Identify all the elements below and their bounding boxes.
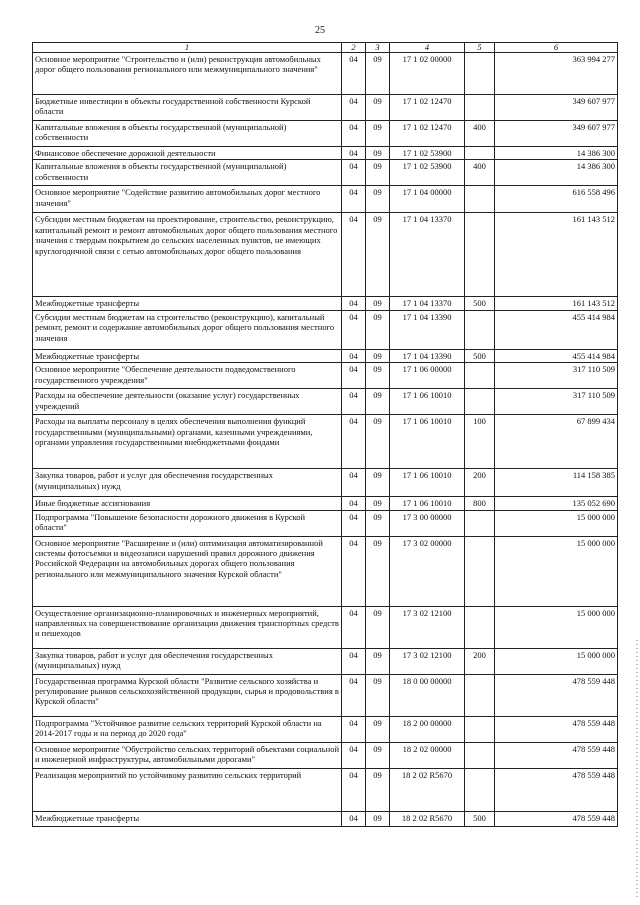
row-expense-type-cell xyxy=(465,186,495,213)
row-subsection-cell: 09 xyxy=(366,53,390,95)
row-expense-type-cell: 500 xyxy=(465,811,495,826)
row-subsection-cell: 09 xyxy=(366,121,390,147)
row-subsection-cell: 09 xyxy=(366,648,390,674)
row-name-cell: Подпрограмма "Устойчивое развитие сельских территорий Курской области на 2014-2017 годы и на период до 2020 года" xyxy=(33,716,342,742)
table-row xyxy=(33,674,618,716)
column-number-row xyxy=(33,43,618,53)
row-subsection-cell: 09 xyxy=(366,147,390,160)
row-target-article-cell: 17 1 04 13390 xyxy=(390,310,465,349)
row-subsection-cell: 09 xyxy=(366,536,390,606)
table-body xyxy=(33,53,618,827)
row-amount-cell: 317 110 509 xyxy=(495,363,618,389)
row-name-cell: Основное мероприятие "Обеспечение деятельности подведомственного государственного учреждения" xyxy=(33,363,342,389)
row-expense-type-cell xyxy=(465,363,495,389)
row-amount-cell: 478 559 448 xyxy=(495,811,618,826)
column-header-target-article: 4 xyxy=(390,43,465,53)
row-subsection-cell: 09 xyxy=(366,213,390,297)
row-expense-type-cell xyxy=(465,213,495,297)
row-name-cell: Подпрограмма "Повышение безопасности дорожного движения в Курской области" xyxy=(33,510,342,536)
row-target-article-cell: 17 1 02 53900 xyxy=(390,160,465,186)
row-expense-type-cell xyxy=(465,768,495,811)
row-subsection-cell: 09 xyxy=(366,716,390,742)
row-expense-type-cell: 500 xyxy=(465,349,495,362)
table-row xyxy=(33,510,618,536)
table-row xyxy=(33,742,618,768)
row-section-cell: 04 xyxy=(342,742,366,768)
row-subsection-cell: 09 xyxy=(366,768,390,811)
row-name-cell: Закупка товаров, работ и услуг для обеспечения государственных (муниципальных) нужд xyxy=(33,648,342,674)
row-section-cell: 04 xyxy=(342,606,366,648)
row-section-cell: 04 xyxy=(342,415,366,469)
row-expense-type-cell xyxy=(465,147,495,160)
row-target-article-cell: 17 1 06 00000 xyxy=(390,363,465,389)
row-target-article-cell: 17 1 06 10010 xyxy=(390,497,465,510)
table-row xyxy=(33,121,618,147)
row-name-cell: Межбюджетные трансферты xyxy=(33,349,342,362)
row-amount-cell: 114 158 385 xyxy=(495,469,618,497)
row-section-cell: 04 xyxy=(342,160,366,186)
row-name-cell: Расходы на выплаты персоналу в целях обеспечения выполнения функций государственными (муниципальными) органами, казенными учреждениями, органами управления государственными внебюджетными фондами xyxy=(33,415,342,469)
row-section-cell: 04 xyxy=(342,121,366,147)
table-row xyxy=(33,497,618,510)
row-expense-type-cell xyxy=(465,716,495,742)
page-number: 25 xyxy=(315,25,325,36)
row-section-cell: 04 xyxy=(342,213,366,297)
row-subsection-cell: 09 xyxy=(366,415,390,469)
row-target-article-cell: 17 1 02 12470 xyxy=(390,121,465,147)
row-section-cell: 04 xyxy=(342,297,366,310)
column-header-expense-type: 5 xyxy=(465,43,495,53)
table-row xyxy=(33,606,618,648)
row-amount-cell: 15 000 000 xyxy=(495,606,618,648)
row-subsection-cell: 09 xyxy=(366,363,390,389)
row-expense-type-cell: 400 xyxy=(465,121,495,147)
row-name-cell: Реализация мероприятий по устойчивому развитию сельских территорий xyxy=(33,768,342,811)
row-name-cell: Основное мероприятие "Обустройство сельских территорий объектами социальной и инженерной инфраструктуры, автомобильными дорогами" xyxy=(33,742,342,768)
column-header-section: 2 xyxy=(342,43,366,53)
row-target-article-cell: 17 1 06 10010 xyxy=(390,415,465,469)
row-amount-cell: 616 558 496 xyxy=(495,186,618,213)
column-header-name: 1 xyxy=(33,43,342,53)
table-row xyxy=(33,415,618,469)
table-row xyxy=(33,349,618,362)
row-amount-cell: 349 607 977 xyxy=(495,121,618,147)
row-name-cell: Иные бюджетные ассигнования xyxy=(33,497,342,510)
table-row xyxy=(33,147,618,160)
row-target-article-cell: 17 3 02 12100 xyxy=(390,648,465,674)
table-row xyxy=(33,53,618,95)
table-row xyxy=(33,536,618,606)
row-name-cell: Межбюджетные трансферты xyxy=(33,811,342,826)
row-subsection-cell: 09 xyxy=(366,389,390,415)
row-amount-cell: 15 000 000 xyxy=(495,648,618,674)
scan-margin-artifact xyxy=(636,640,638,900)
table-row xyxy=(33,213,618,297)
row-section-cell: 04 xyxy=(342,363,366,389)
row-subsection-cell: 09 xyxy=(366,95,390,121)
table-row xyxy=(33,186,618,213)
row-name-cell: Расходы на обеспечение деятельности (оказание услуг) государственных учреждений xyxy=(33,389,342,415)
row-name-cell: Основное мероприятие "Содействие развитию автомобильных дорог местного значения" xyxy=(33,186,342,213)
row-expense-type-cell xyxy=(465,310,495,349)
table-row xyxy=(33,297,618,310)
row-expense-type-cell: 500 xyxy=(465,297,495,310)
row-section-cell: 04 xyxy=(342,648,366,674)
row-amount-cell: 349 607 977 xyxy=(495,95,618,121)
row-subsection-cell: 09 xyxy=(366,742,390,768)
row-name-cell: Закупка товаров, работ и услуг для обеспечения государственных (муниципальных) нужд xyxy=(33,469,342,497)
row-expense-type-cell xyxy=(465,742,495,768)
row-target-article-cell: 18 2 02 R5670 xyxy=(390,811,465,826)
row-amount-cell: 15 000 000 xyxy=(495,510,618,536)
row-name-cell: Основное мероприятие "Расширение и (или) оптимизация автоматизированной системы фотосъемки и видеозаписи нарушений правил дорожного движения Российской Федерации на автомобильных дорогах общего пользования регионального или межмуниципального значения Курской области" xyxy=(33,536,342,606)
row-subsection-cell: 09 xyxy=(366,349,390,362)
row-expense-type-cell: 400 xyxy=(465,160,495,186)
row-name-cell: Бюджетные инвестиции в объекты государственной собственности Курской области xyxy=(33,95,342,121)
table-row xyxy=(33,716,618,742)
row-amount-cell: 478 559 448 xyxy=(495,768,618,811)
row-name-cell: Капитальные вложения в объекты государственной (муниципальной) собственности xyxy=(33,121,342,147)
row-subsection-cell: 09 xyxy=(366,160,390,186)
row-target-article-cell: 18 2 02 00000 xyxy=(390,742,465,768)
row-name-cell: Субсидии местным бюджетам на строительство (реконструкцию), капитальный ремонт, ремонт и содержание автомобильных дорог общего пользования местного значения xyxy=(33,310,342,349)
row-amount-cell: 363 994 277 xyxy=(495,53,618,95)
row-amount-cell: 161 143 512 xyxy=(495,297,618,310)
row-name-cell: Государственная программа Курской области "Развитие сельского хозяйства и регулирование рынков сельскохозяйственной продукции, сырья и продовольствия в Курской области" xyxy=(33,674,342,716)
row-subsection-cell: 09 xyxy=(366,510,390,536)
row-section-cell: 04 xyxy=(342,349,366,362)
row-target-article-cell: 17 3 02 00000 xyxy=(390,536,465,606)
row-target-article-cell: 18 0 00 00000 xyxy=(390,674,465,716)
row-target-article-cell: 17 1 02 00000 xyxy=(390,53,465,95)
row-expense-type-cell xyxy=(465,536,495,606)
row-expense-type-cell xyxy=(465,389,495,415)
row-section-cell: 04 xyxy=(342,95,366,121)
row-amount-cell: 478 559 448 xyxy=(495,716,618,742)
row-amount-cell: 135 052 690 xyxy=(495,497,618,510)
table-row xyxy=(33,310,618,349)
budget-table xyxy=(32,42,618,827)
row-subsection-cell: 09 xyxy=(366,469,390,497)
row-section-cell: 04 xyxy=(342,768,366,811)
row-expense-type-cell xyxy=(465,606,495,648)
row-section-cell: 04 xyxy=(342,186,366,213)
row-subsection-cell: 09 xyxy=(366,497,390,510)
table-row xyxy=(33,469,618,497)
table-row xyxy=(33,768,618,811)
row-section-cell: 04 xyxy=(342,497,366,510)
row-amount-cell: 478 559 448 xyxy=(495,674,618,716)
row-target-article-cell: 17 1 02 12470 xyxy=(390,95,465,121)
row-target-article-cell: 17 1 04 13370 xyxy=(390,297,465,310)
row-target-article-cell: 18 2 00 00000 xyxy=(390,716,465,742)
row-target-article-cell: 17 1 04 13370 xyxy=(390,213,465,297)
row-subsection-cell: 09 xyxy=(366,310,390,349)
row-name-cell: Межбюджетные трансферты xyxy=(33,297,342,310)
row-subsection-cell: 09 xyxy=(366,186,390,213)
row-target-article-cell: 17 3 02 12100 xyxy=(390,606,465,648)
row-amount-cell: 67 899 434 xyxy=(495,415,618,469)
row-expense-type-cell: 200 xyxy=(465,648,495,674)
row-name-cell: Субсидии местным бюджетам на проектирование, строительство, реконструкцию, капитальный ремонт и ремонт автомобильных дорог общего пользования местного значения с твердым покрытием до сельских населенных пунктов, не имеющих круглогодичной связи с сетью автомобильных дорог общего пользования xyxy=(33,213,342,297)
row-expense-type-cell xyxy=(465,53,495,95)
row-expense-type-cell xyxy=(465,674,495,716)
row-subsection-cell: 09 xyxy=(366,811,390,826)
row-amount-cell: 455 414 984 xyxy=(495,349,618,362)
row-target-article-cell: 17 1 02 53900 xyxy=(390,147,465,160)
row-section-cell: 04 xyxy=(342,53,366,95)
table-row xyxy=(33,389,618,415)
row-section-cell: 04 xyxy=(342,674,366,716)
table-row xyxy=(33,811,618,826)
row-amount-cell: 478 559 448 xyxy=(495,742,618,768)
row-section-cell: 04 xyxy=(342,469,366,497)
row-target-article-cell: 17 1 04 00000 xyxy=(390,186,465,213)
row-subsection-cell: 09 xyxy=(366,606,390,648)
row-expense-type-cell: 200 xyxy=(465,469,495,497)
row-section-cell: 04 xyxy=(342,147,366,160)
row-section-cell: 04 xyxy=(342,716,366,742)
row-expense-type-cell: 100 xyxy=(465,415,495,469)
column-header-amount: 6 xyxy=(495,43,618,53)
row-amount-cell: 14 386 300 xyxy=(495,147,618,160)
row-target-article-cell: 17 1 04 13390 xyxy=(390,349,465,362)
row-name-cell: Осуществление организационно-планировочных и инженерных мероприятий, направленных на совершенствование организации движения транспортных средств и пешеходов xyxy=(33,606,342,648)
row-subsection-cell: 09 xyxy=(366,297,390,310)
row-target-article-cell: 18 2 02 R5670 xyxy=(390,768,465,811)
column-header-subsection: 3 xyxy=(366,43,390,53)
row-name-cell: Капитальные вложения в объекты государственной (муниципальной) собственности xyxy=(33,160,342,186)
table-row xyxy=(33,160,618,186)
row-section-cell: 04 xyxy=(342,536,366,606)
table-row xyxy=(33,648,618,674)
row-subsection-cell: 09 xyxy=(366,674,390,716)
row-amount-cell: 455 414 984 xyxy=(495,310,618,349)
row-expense-type-cell: 800 xyxy=(465,497,495,510)
row-target-article-cell: 17 1 06 10010 xyxy=(390,389,465,415)
row-section-cell: 04 xyxy=(342,389,366,415)
row-name-cell: Основное мероприятие "Строительство и (или) реконструкция автомобильных дорог общего пользования регионального или межмуниципального значения" xyxy=(33,53,342,95)
row-section-cell: 04 xyxy=(342,310,366,349)
row-amount-cell: 161 143 512 xyxy=(495,213,618,297)
row-target-article-cell: 17 1 06 10010 xyxy=(390,469,465,497)
row-name-cell: Финансовое обеспечение дорожной деятельности xyxy=(33,147,342,160)
row-expense-type-cell xyxy=(465,510,495,536)
row-target-article-cell: 17 3 00 00000 xyxy=(390,510,465,536)
row-section-cell: 04 xyxy=(342,510,366,536)
table-row xyxy=(33,95,618,121)
row-amount-cell: 15 000 000 xyxy=(495,536,618,606)
row-amount-cell: 14 386 300 xyxy=(495,160,618,186)
row-expense-type-cell xyxy=(465,95,495,121)
table-row xyxy=(33,363,618,389)
row-section-cell: 04 xyxy=(342,811,366,826)
row-amount-cell: 317 110 509 xyxy=(495,389,618,415)
